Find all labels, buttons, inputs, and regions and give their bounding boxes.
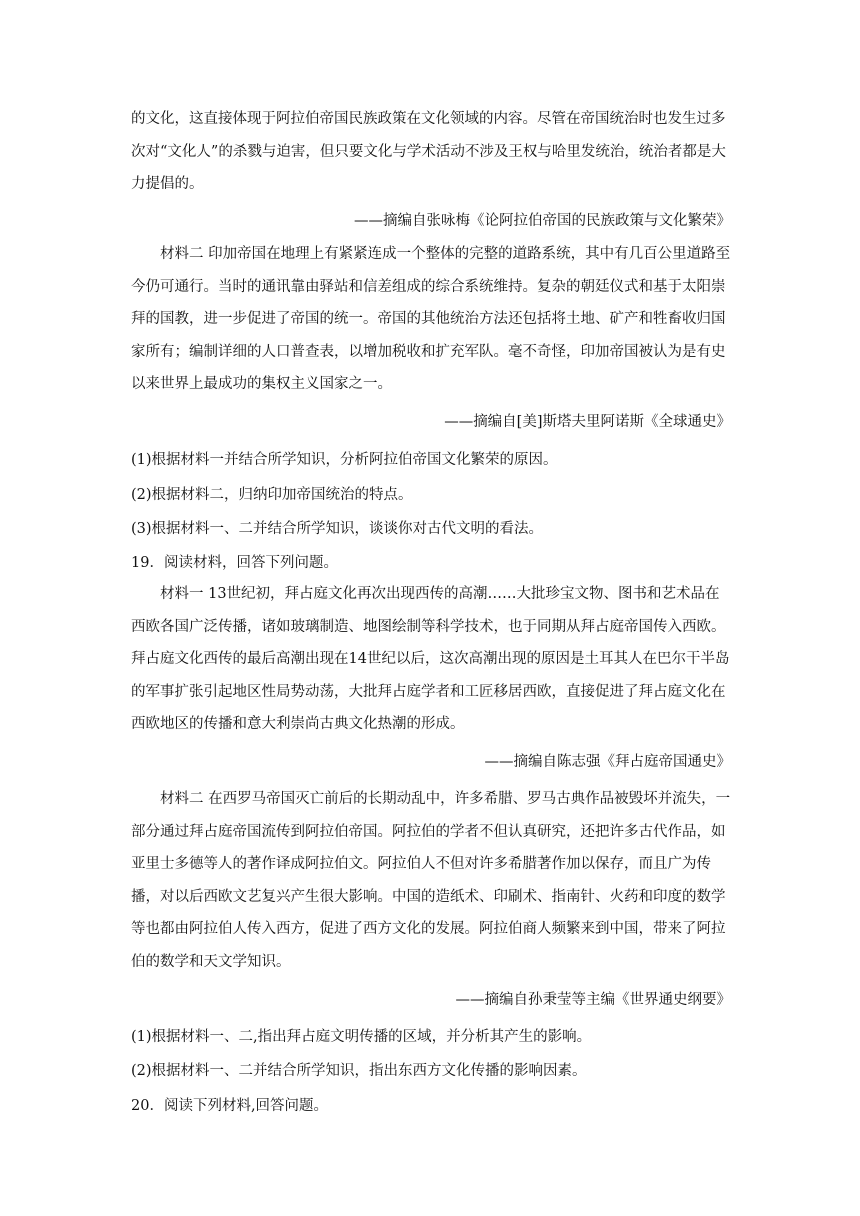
question-item: (2)根据材料二，归纳印加帝国统治的特点。 bbox=[131, 487, 413, 503]
paragraph-arab-culture: 的文化，这直接体现于阿拉伯帝国民族政策在文化领域的内容。尽管在帝国统治时也发生过多次对“文化人”的杀戮与迫害，但只要文化与学术活动不涉及王权与哈里发统治，统治者都是大力提倡的。 bbox=[131, 111, 726, 193]
paragraph-byzantine-material: 材料一 13世纪初，拜占庭文化再次出现西传的高潮……大批珍宝文物、图书和艺术品在西欧各国广泛传播，诸如玻璃制造、地图绘制等科学技术，也于同期从拜占庭帝国传入西欧。拜占庭文化西传的最后高潮出现在14世纪以后，这次高潮出现的原因是土耳其人在巴尔干半岛的军事扩张引起地区性局势动荡，大批拜占庭学者和工匠移居西欧，直接促进了拜占庭文化在西欧地区的传播和意大利崇尚古典文化热潮的形成。 bbox=[131, 586, 730, 733]
question-item: (1)根据材料一并结合所学知识，分析阿拉伯帝国文化繁荣的原因。 bbox=[131, 452, 558, 468]
source-citation: ——摘编自陈志强《拜占庭帝国通史》 bbox=[484, 754, 731, 770]
source-citation: ——摘编自[美]斯塔夫里阿诺斯《全球通史》 bbox=[444, 414, 731, 430]
paragraph-arab-transmission: 材料二 在西罗马帝国灭亡前后的长期动乱中，许多希腊、罗马古典作品被毁坏并流失，一部分通过拜占庭帝国流传到阿拉伯帝国。阿拉伯的学者不但认真研究，还把许多古代作品，如亚里士多德等人的著作译成阿拉伯文。阿拉伯人不但对许多希腊著作加以保存，而且广为传播，对以后西欧文艺复兴产生很大影响。中国的造纸术、印刷术、指南针、火药和印度的数学等也都由阿拉伯人传入西方，促进了西方文化的发展。阿拉伯商人频繁来到中国，带来了阿拉伯的数学和天文学知识。 bbox=[131, 791, 731, 970]
paragraph-inca-material: 材料二 印加帝国在地理上有紧紧连成一个整体的完整的道路系统，其中有几百公里道路至今仍可通行。当时的通讯靠由驿站和信差组成的综合系统维持。复杂的朝廷仪式和基于太阳崇拜的国教，进一步促进了帝国的统一。帝国的其他统治方法还包括将土地、矿产和牲畜收归国家所有；编制详细的人口普查表，以增加税收和扩充军队。毫不奇怪，印加帝国被认为是有史以来世界上最成功的集权主义国家之一。 bbox=[131, 246, 731, 393]
question-heading: 20．阅读下列材料,回答问题。 bbox=[131, 1098, 329, 1114]
question-item: (3)根据材料一、二并结合所学知识，谈谈你对古代文明的看法。 bbox=[131, 521, 544, 537]
question-heading: 19．阅读材料，回答下列问题。 bbox=[131, 555, 338, 571]
source-citation: ——摘编自孙秉莹等主编《世界通史纲要》 bbox=[455, 992, 731, 1008]
source-citation: ——摘编自张咏梅《论阿拉伯帝国的民族政策与文化繁荣》 bbox=[354, 213, 731, 229]
question-item: (2)根据材料一、二并结合所学知识，指出东西方文化传播的影响因素。 bbox=[131, 1063, 587, 1079]
question-item: (1)根据材料一、二,指出拜占庭文明传播的区域，并分析其产生的影响。 bbox=[131, 1029, 592, 1045]
